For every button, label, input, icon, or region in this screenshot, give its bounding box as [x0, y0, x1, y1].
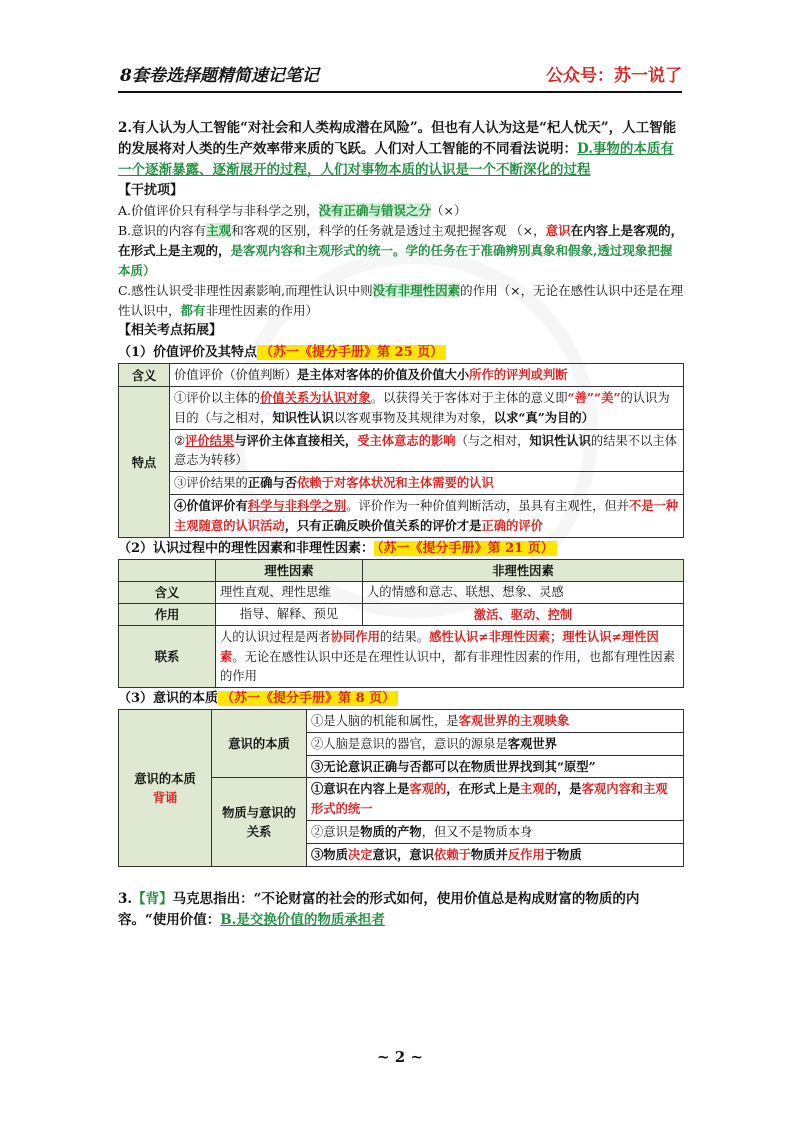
a1-b: 客观世界的主观映象 — [458, 713, 570, 728]
essence-2 — [307, 733, 684, 756]
f1-g: 以客观事物及其规律为对象， — [333, 411, 494, 425]
option-a-text: A.价值评价只有科学与非科学之别， — [118, 203, 319, 218]
f4-d: 不是一种主观随意的认识活动 — [174, 498, 679, 533]
b3-f: 反作用 — [507, 847, 545, 862]
option-a — [118, 201, 684, 221]
q2-answer: D.事物的本质有一个逐渐暴露、逐渐展开的过程，人们对事物本质的认识是一个不断深化的过程 — [118, 141, 674, 178]
question-3 — [118, 889, 684, 931]
option-b-bold: 在内容上是客观的，在形式上是主观的， — [118, 223, 684, 258]
table-consciousness — [118, 709, 684, 867]
f4-b: 科学与非科学之别 — [247, 498, 347, 513]
f4-a: ④价值评价有 — [174, 498, 248, 513]
header-irrational: 非理性因素 — [363, 560, 684, 582]
feature-1 — [170, 387, 684, 430]
section-1-label: （1）价值评价及其特点 — [118, 345, 258, 360]
f1-h: 以求“真”为目的） — [493, 410, 594, 425]
table-row — [119, 560, 684, 582]
q3-num: 3. — [118, 891, 133, 907]
a2-b: 客观世界 — [507, 736, 557, 751]
option-c — [118, 281, 684, 321]
b2-b: 物质的产物 — [360, 824, 422, 839]
b1-d: 主观的 — [520, 781, 557, 796]
header-account: 公众号：苏一说了 — [546, 66, 682, 86]
q3-answer: B.是交换价值的物质承担者 — [220, 912, 385, 928]
row-key-meaning: 含义 — [119, 582, 216, 604]
option-a-highlight: 没有正确与错误之分 — [318, 203, 432, 218]
b3-g: 于物质 — [544, 847, 582, 862]
q2-stem: 2.有人认为人工智能“对社会和人类构成潜在风险”。但也有人认为这是“杞人忧天”，人工智能的发展将对人类的生产效率带来质的飞跃。人们对人工智能的不同看法说明： — [118, 120, 677, 157]
option-b — [118, 221, 684, 281]
table-value-evaluation — [118, 363, 684, 538]
f3-b: 正确与否 — [247, 475, 297, 490]
f2-c: 与评价主体直接相关， — [234, 433, 358, 448]
feature-3 — [170, 472, 684, 495]
rel-a: 人的认识过程是两者 — [220, 630, 331, 644]
b3-d: 依赖于 — [434, 847, 471, 862]
table-row — [119, 604, 684, 626]
a1-a: ①是人脑的机能和属性，是 — [311, 714, 459, 728]
f1-b: 价值关系为认识对象 — [260, 390, 371, 405]
rel-b: 协同作用 — [330, 629, 380, 644]
f4-e: ，只有正确反映价值关系的评价才是 — [284, 518, 482, 533]
option-b-text2: 和客观的区别，科学的任务就是透过主观把握客观 （×， — [231, 223, 546, 238]
f1-f: 知识性认识 — [272, 410, 334, 425]
table-row — [119, 430, 684, 472]
relation-text — [216, 626, 684, 688]
f2-b: 评价结果 — [185, 433, 235, 448]
relation-2 — [307, 821, 684, 844]
table-rational-factors — [118, 559, 684, 688]
f1-c: 。以获得关于客体对于主体的意义即 — [370, 391, 568, 405]
rel-d: 感性认识≠非理性因素；理性认识≠理性因素 — [220, 629, 659, 664]
section-2-ref: （苏一《提分手册》第 21 页） — [374, 541, 557, 556]
distractor-title: 【干扰项】 — [118, 183, 184, 198]
section-3-label: （3）意识的本质 — [118, 691, 219, 706]
left-key-title: 意识的本质 — [134, 771, 196, 786]
header-rational: 理性因素 — [216, 560, 363, 582]
b2-a: ②意识是 — [311, 825, 361, 839]
header-title: 8套卷选择题精简速记笔记 — [120, 66, 319, 86]
f4-f: 正确的评价 — [481, 518, 543, 533]
b3-b: 决定 — [347, 847, 373, 862]
feature-2 — [170, 430, 684, 472]
table-row — [119, 582, 684, 604]
section-3-ref: （苏一《提分手册》第 8 页） — [218, 691, 398, 706]
option-c-text2: 的作用（×，无论在感性认识中还是在理性认识中， — [118, 283, 684, 318]
def-text-3: 所作的评判或判断 — [469, 367, 568, 382]
b3-e: 物质并 — [470, 847, 508, 862]
essence-3: ③无论意识正确与否都可以在物质世界找到其“原型” — [307, 756, 684, 778]
b1-a: ①意识在内容上是 — [311, 781, 410, 796]
row-key-definition: 含义 — [119, 364, 170, 387]
a2-a: ②人脑是意识的器官，意识的源泉是 — [311, 737, 508, 751]
left-key — [119, 710, 212, 867]
row-definition — [170, 364, 684, 387]
row-key-role: 作用 — [119, 604, 216, 626]
section-2-title — [118, 539, 684, 559]
option-c-text: C.感性认识受非理性因素影响,而理性认识中则 — [118, 283, 373, 298]
option-c-green: 都有 — [180, 303, 206, 318]
table-row — [119, 626, 684, 688]
table-row — [119, 472, 684, 495]
b3-c: 意识，意识 — [372, 847, 435, 862]
option-b-green: 是客观内容和主观形式的统一。学的任务在于准确辨别真象和假象,透过现象把握本质） — [118, 243, 673, 278]
def-text-2: 是主体对客体的价值及价值大小 — [296, 367, 470, 382]
essence-1 — [307, 710, 684, 733]
section-1-ref: （苏一《提分手册》第 25 页） — [257, 345, 446, 360]
option-c-highlight: 没有非理性因素 — [372, 283, 461, 298]
f1-d: “善”“美” — [567, 390, 621, 405]
page-number: ~ 2 ~ — [376, 1048, 424, 1066]
b1-f: 客观内容和主观形式的统一 — [311, 781, 668, 816]
irrational-role: 激活、驱动、控制 — [363, 604, 684, 626]
page-header — [118, 57, 682, 93]
f3-a: ③评价结果的 — [174, 476, 248, 490]
f4-c: 。评价作为一种价值判断活动，虽具有主观性，但并 — [346, 499, 630, 513]
option-b-text: B.意识的内容有 — [118, 223, 207, 238]
question-2 — [118, 118, 684, 181]
table-row — [119, 710, 684, 733]
irrational-meaning: 人的情感和意志、联想、想象、灵感 — [363, 582, 684, 604]
row-key-features: 特点 — [119, 387, 170, 538]
f1-a: ①评价以主体的 — [174, 391, 261, 405]
f3-c: 依赖于对客体状况和主体需要的认识 — [297, 475, 494, 490]
row-key-relation: 联系 — [119, 626, 216, 688]
f2-d: 受主体意志的影响 — [357, 433, 456, 448]
b1-e: ，是 — [557, 781, 582, 796]
extend-title: 【相关考点拓展】 — [118, 323, 223, 338]
relation-3 — [307, 844, 684, 867]
option-a-mark: （×） — [431, 203, 467, 218]
rational-meaning: 理性直观、理性思维 — [216, 582, 363, 604]
b1-c: ，在形式上是 — [446, 781, 521, 796]
section-3-title — [118, 689, 684, 709]
header-empty — [119, 560, 216, 582]
q3-recite-tag: 【背】 — [132, 891, 173, 907]
left-key-recite: 背诵 — [152, 790, 178, 805]
b3-a: ③物质 — [311, 847, 348, 862]
def-text-1: 价值评价（价值判断） — [174, 368, 297, 382]
section-2-label: （2）认识过程中的理性因素和非理性因素： — [118, 541, 375, 556]
relation-1 — [307, 778, 684, 821]
f2-g: 的结果不以主体意志为转移） — [174, 434, 677, 467]
section-1-title — [118, 343, 684, 363]
rel-c: 的结果。 — [379, 630, 430, 644]
f2-f: 知识性认识 — [529, 433, 591, 448]
table-row — [119, 387, 684, 430]
table-row — [119, 364, 684, 387]
mid-key-relation: 物质与意识的关系 — [212, 778, 307, 867]
b2-c: ，但又不是物质本身 — [421, 825, 533, 839]
f2-a: ② — [174, 434, 186, 448]
q3-stem: 马克思指出：“不论财富的社会的形式如何，使用价值总是构成财富的物质的内容。“使用价值： — [118, 891, 640, 928]
option-b-highlight: 主观 — [206, 223, 232, 238]
rel-e: 。无论在感性认识中还是在理性认识中，都有非理性因素的作用，也都有理性因素的作用 — [220, 650, 676, 683]
rational-role: 指导、解释、预见 — [216, 604, 363, 626]
option-b-red: 意识 — [545, 223, 571, 238]
b1-b: 客观的 — [409, 781, 447, 796]
mid-key-essence: 意识的本质 — [212, 710, 307, 778]
main-content — [118, 118, 684, 931]
f2-e: （与之相对， — [455, 434, 530, 448]
feature-4 — [170, 495, 684, 538]
f1-e: 的认识为目的（与之相对， — [174, 391, 670, 425]
option-c-text3: 非理性因素的作用） — [205, 303, 319, 318]
table-row — [119, 495, 684, 538]
